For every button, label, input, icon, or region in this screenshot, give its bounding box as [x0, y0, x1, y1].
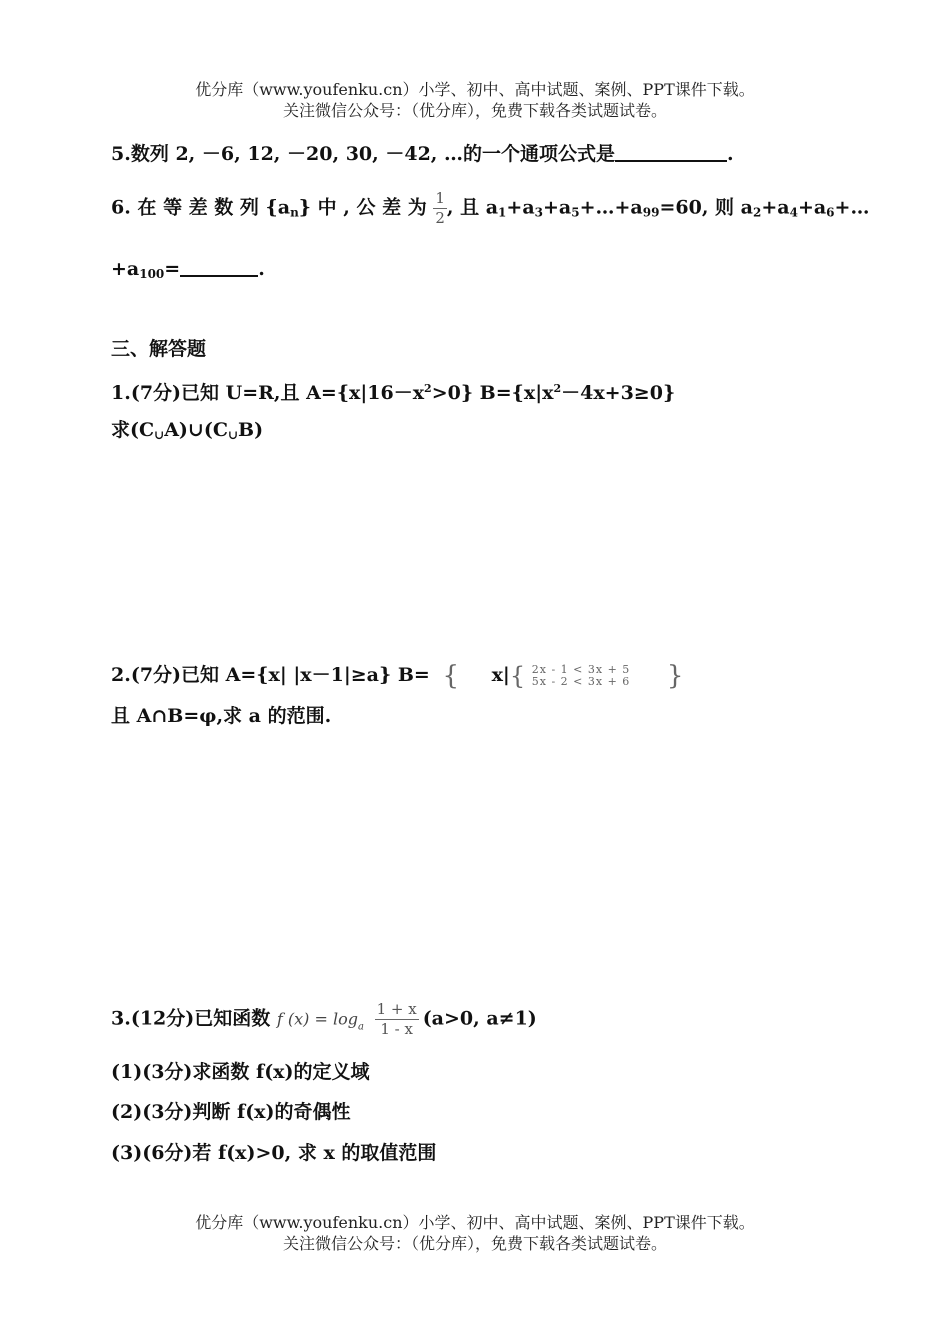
p2-ineq-1: 2x - 1 < 3x + 5 [531, 663, 631, 676]
problem-1 [111, 376, 675, 406]
q6-plus1: +a [506, 196, 535, 219]
p2-ineq-2: 5x - 2 < 3x + 6 [531, 675, 631, 688]
problem-3-part-1: (1)(3分)求函数 f(x)的定义域 [111, 1061, 370, 1083]
q6-s4: 4 [789, 205, 798, 220]
p2-xbar: x| [491, 664, 510, 686]
p1-c: －4x+3≥0} [561, 382, 676, 404]
p3-a: 3.(12分)已知函数 [111, 1007, 271, 1030]
problem-3 [111, 1001, 537, 1041]
p1-sup2: 2 [424, 382, 432, 395]
q6-eq: =60, 则 a [659, 196, 753, 219]
q6-plus2: +a [543, 196, 572, 219]
p2-inequality-system [532, 664, 631, 688]
p3-fraction [375, 1001, 419, 1038]
p2-brace-open: { [442, 661, 459, 691]
q6-plus3: +a [761, 196, 790, 219]
p3-num: 1 + x [376, 1000, 417, 1018]
q6-after-frac: , 且 a [446, 196, 499, 219]
page-footer [0, 1212, 950, 1254]
q6-plus4: +a [797, 196, 827, 219]
p1-b: >0} B={x|x [431, 382, 554, 404]
p1-line2-b: A)∪(C [164, 419, 228, 441]
p3-cond: (a>0, a≠1) [422, 1007, 537, 1030]
q6-mid: } 中 , 公 差 为 [298, 196, 427, 219]
q6-dots: +…+a [579, 196, 643, 219]
q6-line2-eq: = [164, 258, 181, 280]
question-6-line-2 [111, 256, 265, 287]
section-title: 三、解答题 [111, 338, 207, 360]
question-5 [111, 141, 734, 167]
q6-s3: 3 [534, 205, 543, 220]
q5-text: 5.数列 2, －6, 12, －20, 30, －42, …的一个通项公式是 [111, 143, 616, 165]
footer-line-2: 关注微信公众号：（优分库），免费下载各类试题试卷。 [282, 1234, 667, 1253]
q6-fraction [433, 190, 447, 227]
header-line-2: 关注微信公众号：（优分库），免费下载各类试题试卷。 [282, 101, 667, 120]
p1-sub-u: ∪ [154, 428, 165, 442]
q6-sub-n: n [290, 205, 299, 220]
q6-s99: 99 [642, 205, 660, 220]
q6-s2: 2 [752, 205, 762, 220]
q6-line2-a: +a [111, 258, 140, 280]
p1-sup2b: 2 [553, 382, 562, 395]
problem-3-part-2: (2)(3分)判断 f(x)的奇偶性 [111, 1101, 351, 1123]
problem-2-line-2: 且 A∩B=φ,求 a 的范围. [111, 705, 332, 727]
q6-answer-blank [180, 275, 258, 277]
q6-s1: 1 [498, 205, 507, 220]
p3-den: 1 - x [380, 1020, 413, 1038]
problem-1-line-2 [111, 417, 263, 448]
q6-prefix: 6. 在 等 差 数 列 {a [111, 196, 291, 219]
p2-brace-close: } [666, 661, 684, 691]
problem-3-part-3: (3)(6分)若 f(x)>0, 求 x 的取值范围 [111, 1142, 437, 1164]
p2-a: 2.(7分)已知 A={x| |x－1|≥a} B= [111, 664, 430, 686]
q6-frac-num: 1 [435, 189, 445, 207]
q6-frac-den: 2 [435, 209, 445, 227]
p2-sys-open: { [509, 662, 526, 690]
q6-s5: 5 [571, 205, 580, 220]
problem-2 [111, 662, 683, 689]
p1-line2-a: 求(C [111, 419, 155, 441]
footer-line-1: 优分库（www.youfenku.cn）小学、初中、高中试题、案例、PPT课件下载。 [195, 1213, 755, 1232]
q5-end: . [727, 143, 734, 165]
q6-line2-end: . [258, 258, 265, 280]
q6-s100: 100 [139, 267, 165, 281]
p3-fx: f (x) = log [276, 1009, 358, 1029]
p1-sub-u2: ∪ [227, 428, 239, 442]
page-header [0, 79, 950, 121]
question-6 [111, 190, 869, 227]
p3-base: a [357, 1021, 364, 1033]
p1-a: 1.(7分)已知 U=R,且 A={x|16－x [111, 382, 425, 404]
p1-line2-c: B) [238, 419, 264, 441]
q5-answer-blank [615, 160, 727, 162]
header-line-1: 优分库（www.youfenku.cn）小学、初中、高中试题、案例、PPT课件下载。 [195, 80, 755, 99]
q6-tail: +… [834, 196, 870, 219]
q6-s6: 6 [826, 205, 835, 220]
